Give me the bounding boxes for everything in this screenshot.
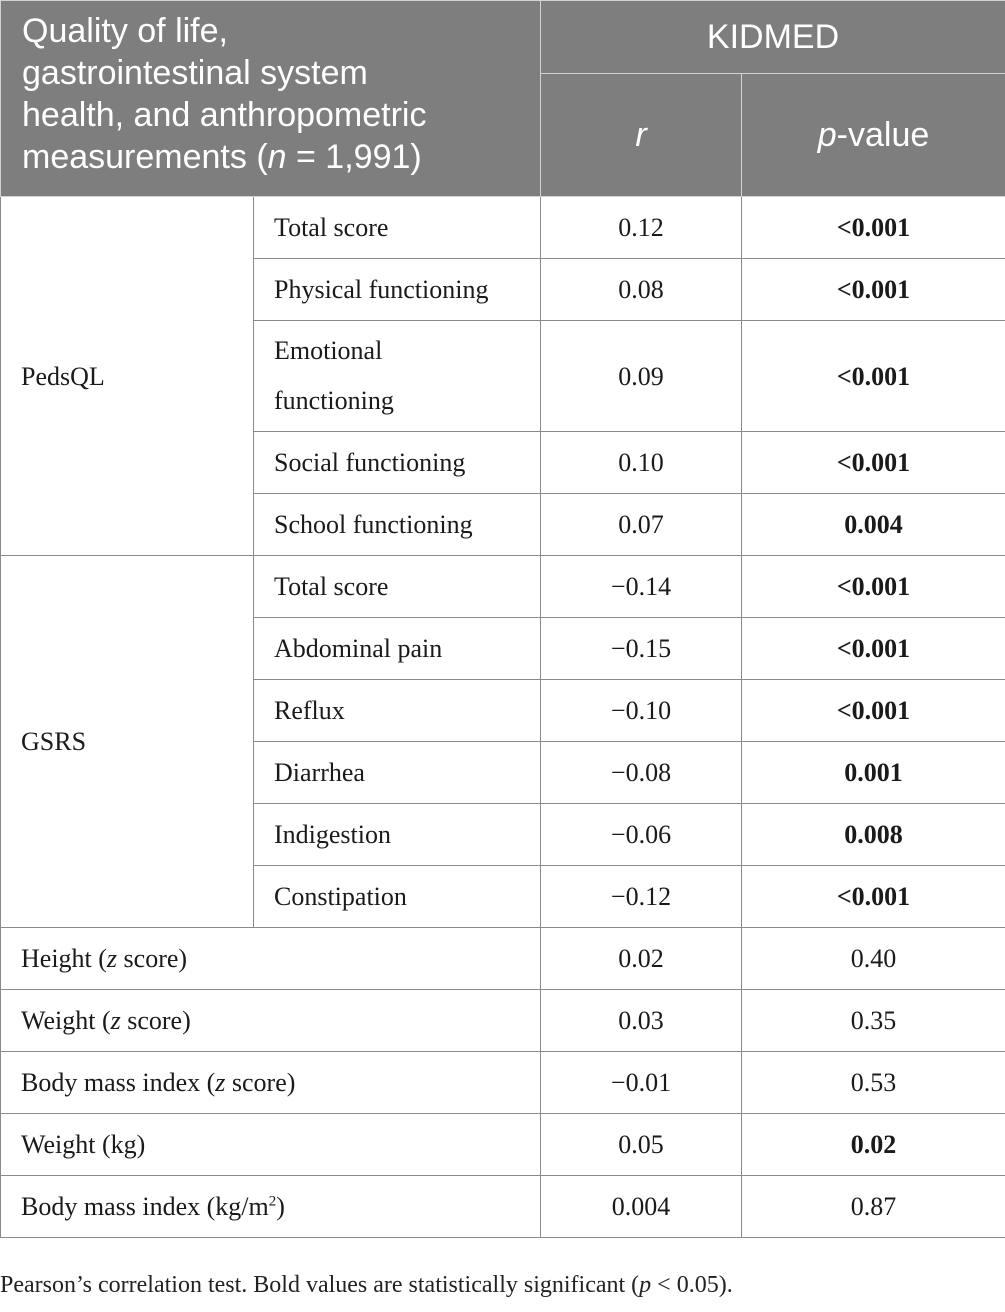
row-label: Emotional functioning (254, 321, 541, 432)
corner-line-3: health, and anthropometric (22, 95, 427, 134)
row-label: Body mass index $(kg/m^2)$ (1, 1176, 541, 1238)
table-row (1, 990, 1005, 1052)
r-value: −0.14 (541, 556, 742, 618)
p-value: 0.02 (742, 1114, 1005, 1176)
p-value: <0.001 (742, 556, 1005, 618)
r-value: −0.06 (541, 804, 742, 866)
p-value: <0.001 (742, 259, 1005, 321)
table-row (1, 197, 1005, 259)
corner-n-symbol: n (267, 137, 287, 176)
row-label: Body mass index (z score) (1, 1052, 541, 1114)
group-pedsql: PedsQL (1, 197, 254, 556)
row-label: Diarrhea (254, 742, 541, 804)
r-value: 0.12 (541, 197, 742, 259)
r-value: 0.07 (541, 494, 742, 556)
p-value: <0.001 (742, 432, 1005, 494)
p-value: <0.001 (742, 866, 1005, 928)
p-value: <0.001 (742, 618, 1005, 680)
p-value: 0.008 (742, 804, 1005, 866)
r-value: 0.03 (541, 990, 742, 1052)
corner-n-value: = 1,991) (286, 137, 422, 176)
header-corner-label (1, 1, 541, 197)
corner-line-4-prefix: measurements ( (22, 137, 268, 176)
header-r: r (541, 74, 742, 197)
p-value: 0.004 (742, 494, 1005, 556)
r-value: 0.02 (541, 928, 742, 990)
p-value: 0.87 (742, 1176, 1005, 1238)
p-value: 0.001 (742, 742, 1005, 804)
header-kidmed: KIDMED (541, 1, 1005, 74)
r-value: 0.05 (541, 1114, 742, 1176)
r-value: 0.10 (541, 432, 742, 494)
p-value: <0.001 (742, 321, 1005, 432)
table-row (1, 928, 1005, 990)
group-gsrs: GSRS (1, 556, 254, 928)
row-label: Constipation (254, 866, 541, 928)
p-value: 0.40 (742, 928, 1005, 990)
row-label: Reflux (254, 680, 541, 742)
r-value: 0.004 (541, 1176, 742, 1238)
row-label: Weight (z score) (1, 990, 541, 1052)
row-label: School functioning (254, 494, 541, 556)
row-label: Total score (254, 556, 541, 618)
table-row (1, 1176, 1005, 1238)
table-row (1, 556, 1005, 618)
p-value: 0.53 (742, 1052, 1005, 1114)
row-label: Physical functioning (254, 259, 541, 321)
corner-line-2: gastrointestinal system (22, 53, 368, 92)
r-value: −0.01 (541, 1052, 742, 1114)
table-row (1, 1114, 1005, 1176)
row-label: Social functioning (254, 432, 541, 494)
r-value: −0.12 (541, 866, 742, 928)
row-label: Total score (254, 197, 541, 259)
row-label: Weight (kg) (1, 1114, 541, 1176)
row-label: Abdominal pain (254, 618, 541, 680)
row-label: Indigestion (254, 804, 541, 866)
p-value: 0.35 (742, 990, 1005, 1052)
r-value: −0.15 (541, 618, 742, 680)
p-value: <0.001 (742, 680, 1005, 742)
p-value: <0.001 (742, 197, 1005, 259)
corner-line-1: Quality of life, (22, 11, 228, 50)
row-label: Height (z score) (1, 928, 541, 990)
table-row (1, 1052, 1005, 1114)
header-p-value: p-value (742, 74, 1005, 197)
r-value: 0.08 (541, 259, 742, 321)
r-value: −0.10 (541, 680, 742, 742)
r-value: −0.08 (541, 742, 742, 804)
r-value: 0.09 (541, 321, 742, 432)
table-footnote: Pearson’s correlation test. Bold values are statistically significant (p < 0.05). (0, 1272, 733, 1298)
